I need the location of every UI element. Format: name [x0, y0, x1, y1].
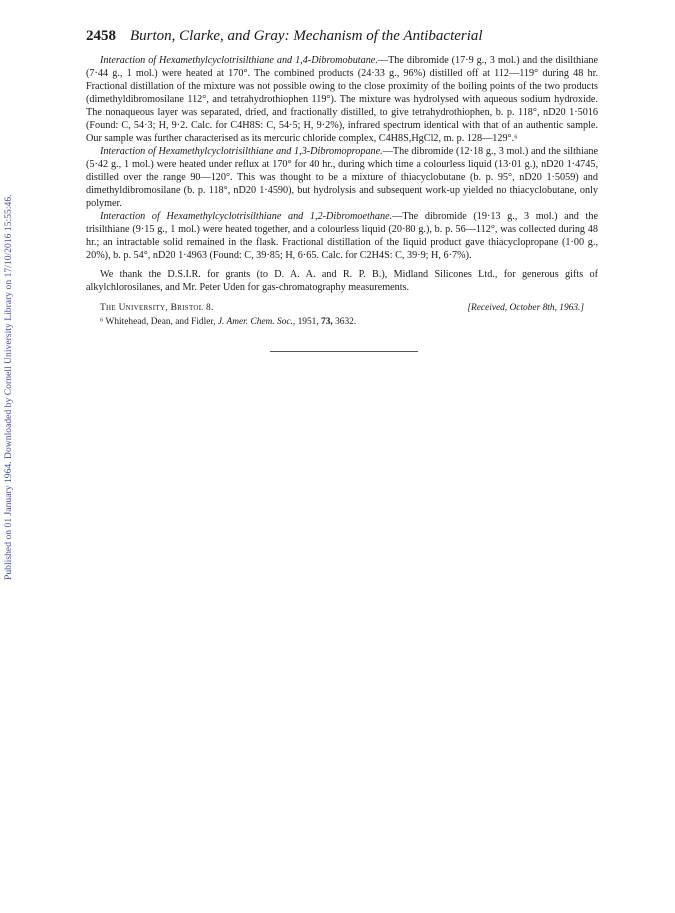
- reference-year: 1951,: [297, 317, 319, 327]
- paragraph-lead: Interaction of Hexamethylcyclotrisilthiane and 1,3-Dibromopropane.: [100, 146, 383, 157]
- paragraph-text: —The dibromide (17·9 g., 3 mol.) and the disilthiane (7·44 g., 1 mol.) were heated at 170°. The combined products (24·33 g., 96%) distilled off at 112—119° during 48 hr. Fractional distillation of the mixture was not possible owing to the close proximity of the boiling points of the two products (dimethyldibromosilane 112°, and tetrahydrothiophen 119°). The mixture was hydrolysed with aqueous sodium hydroxide. The nonaqueous layer was separated, dried, and fractionally distilled, to give tetrahydrothiophen, b. p. 118°, nD20 1·5016 (Found: C, 54·3; H, 9·2. Calc. for C4H8S: C, 54·5; H, 9·2%), infrared spectrum identical with that of an authentic sample. Our sample was further characterised as its mercuric chloride complex, C4H8S,HgCl2, m. p. 128—129°.⁶: [86, 55, 599, 144]
- experiment-paragraph-dibromopropane: [86, 145, 598, 210]
- received-date: [Received, October 8th, 1963.]: [467, 303, 584, 313]
- reference-footnote: [86, 317, 598, 327]
- running-title: Burton, Clarke, and Gray: Mechanism of the Antibacterial: [130, 28, 483, 44]
- acknowledgement: We thank the D.S.I.R. for grants (to D. A. A. and R. P. B.), Midland Silicones Ltd., for generous gifts of alkylchlorosilanes, and Mr. Peter Uden for gas-chromatography measurements.: [86, 269, 598, 293]
- reference-authors: Whitehead, Dean, and Fidler,: [105, 317, 216, 327]
- paragraph-text: —The dibromide (12·18 g., 3 mol.) and the silthiane (5·42 g., 1 mol.) were heated under reflux at 170° for 40 hr., during which time a colourless liquid (13·01 g.), nD20 1·4745, distilled over the range 90—120°. This was thought to be a mixture of thiacyclobutane (b. p. 95°, nD20 1·5059) and dimethyldibromosilane (b. p. 118°, nD20 1·4590), but hydrolysis and subsequent work-up yielded no thiacyclobutane, only polymer.: [86, 146, 598, 209]
- experiment-paragraph-dibromoethane: [86, 210, 598, 262]
- experiment-paragraph-dibromobutane: [86, 54, 598, 145]
- download-watermark: Published on 01 January 1964. Downloaded by Cornell University Library on 17/10/2016 15:55:46.: [3, 194, 14, 580]
- institution: The University, Bristol 8.: [100, 303, 214, 313]
- page-header: [86, 28, 598, 45]
- end-rule: [270, 351, 418, 352]
- affiliation-line: [86, 303, 598, 313]
- page-number: 2458: [86, 28, 116, 44]
- paragraph-text: —The dibromide (19·13 g., 3 mol.) and the trisilthiane (9·15 g., 1 mol.) were heated together, and a colourless liquid (20·80 g.), b. p. 56—112°, was collected during 48 hr.; an intractable solid remained in the flask. Fractional distillation of the liquid product gave thiacyclopropane (1·00 g., 20%), b. p. 54°, nD20 1·4963 (Found: C, 39·85; H, 6·65. Calc. for C2H4S: C, 39·9; H, 6·7%).: [86, 211, 598, 261]
- reference-page: 3632.: [335, 317, 357, 327]
- paragraph-lead: Interaction of Hexamethylcyclotrisilthiane and 1,4-Dibromobutane.: [100, 55, 378, 66]
- paragraph-lead: Interaction of Hexamethylcyclotrisilthiane and 1,2-Dibromoethane.: [100, 211, 393, 222]
- reference-journal: J. Amer. Chem. Soc.,: [217, 317, 296, 327]
- reference-marker: ⁶: [100, 317, 104, 327]
- paper-page: [86, 28, 598, 352]
- reference-volume: 73,: [321, 317, 333, 327]
